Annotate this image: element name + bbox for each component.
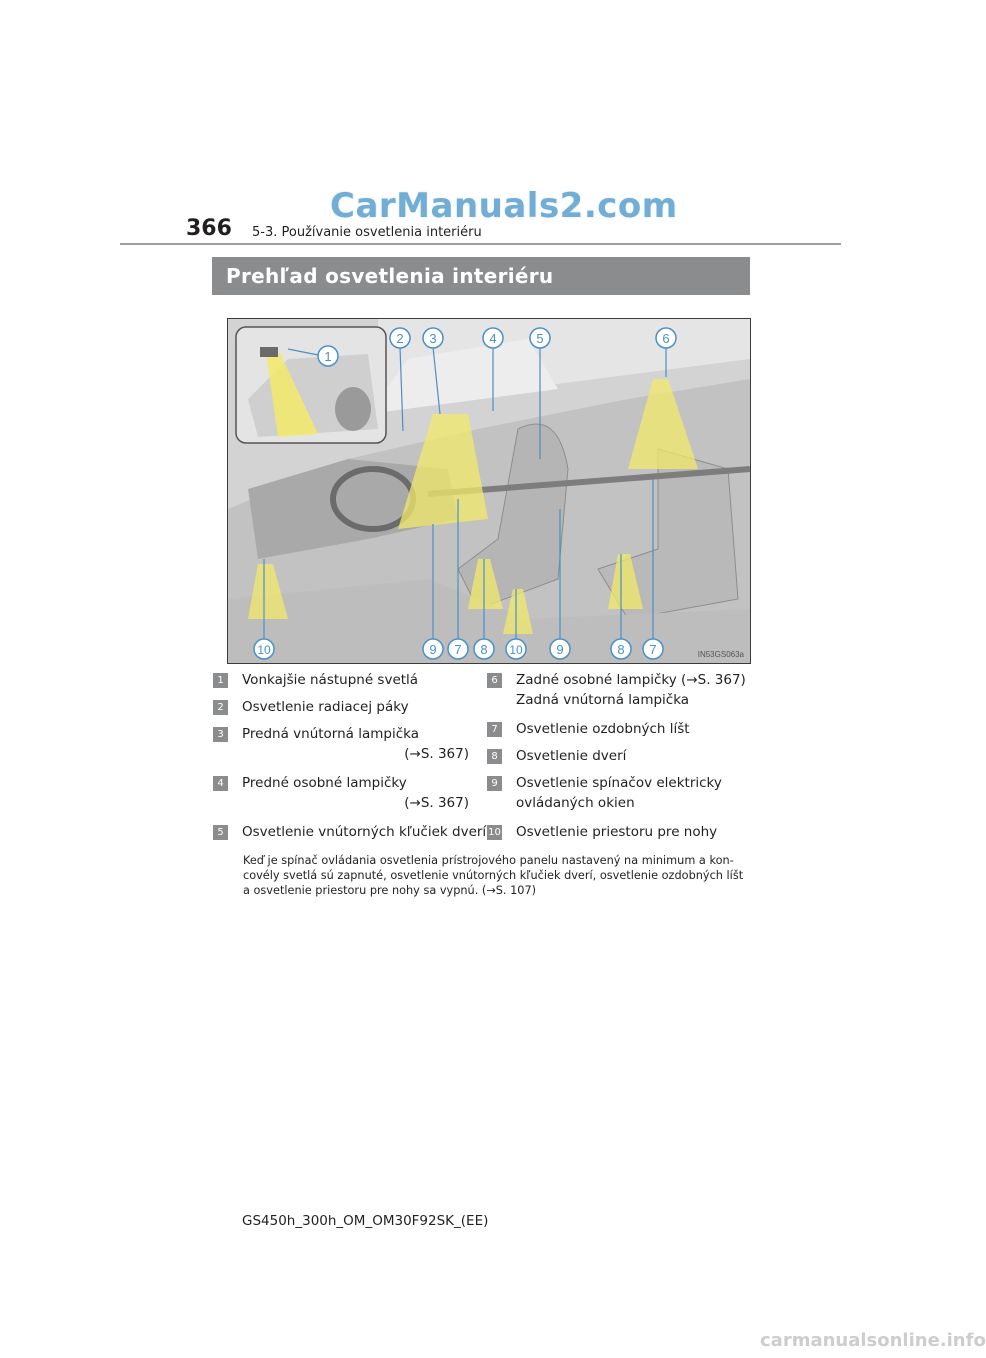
- legend-text-10: Osvetlenie priestoru pre nohy: [516, 824, 718, 840]
- legend-ref-3: (→S. 367): [404, 746, 469, 762]
- title-bar: [212, 257, 750, 295]
- legend-item-6: [487, 670, 753, 712]
- callout-b1: 10: [257, 643, 271, 657]
- note-text: Keď je spínač ovládania osvetlenia prístrojového panelu nastavený na minimum a kon-covély svetlá sú zapnuté, osvetlenie vnútorných kľučiek dverí, osvetlenie ozdobných líšt a osvetlenie priestoru pre nohy sa vypnú. (→S. 107): [243, 854, 744, 897]
- legend-text-7: Osvetlenie ozdobných líšt: [516, 721, 690, 737]
- legend-num-10: 10: [488, 827, 501, 838]
- legend-text-9: Osvetlenie spínačov elektricky: [516, 775, 722, 791]
- legend-num-5: 5: [213, 825, 228, 840]
- callout-5: 5: [536, 331, 544, 346]
- legend-text-8: Osvetlenie dverí: [516, 748, 627, 764]
- legend-text-1: Vonkajšie nástupné svetlá: [242, 672, 419, 688]
- callout-b4: 8: [480, 642, 488, 657]
- callout-1: 1: [324, 349, 332, 364]
- legend-item-7: [487, 719, 753, 740]
- legend-text-2: Osvetlenie radiacej páky: [242, 699, 409, 715]
- inset-wheel: [335, 387, 371, 431]
- legend-ref-4: (→S. 367): [404, 795, 469, 811]
- watermark-top: CarManuals2.com: [330, 186, 678, 226]
- legend-item-2: [213, 697, 469, 718]
- legend-text-6b: Zadná vnútorná lampička: [516, 692, 690, 708]
- legend-num-1: 1: [213, 673, 228, 688]
- legend-num-4: 4: [213, 776, 228, 791]
- callout-4: 4: [489, 331, 497, 346]
- section-title: 5-3. Používanie osvetlenia interiéru: [252, 225, 482, 240]
- legend-num-7: 7: [487, 722, 502, 737]
- callout-2: 2: [396, 331, 404, 346]
- legend-num-8: 8: [487, 749, 502, 764]
- watermark-bottom: carmanualsonline.info: [760, 1330, 986, 1351]
- callout-b5: 10: [509, 643, 523, 657]
- legend-text-4: Predné osobné lampičky: [242, 775, 407, 791]
- legend-text-3: Predná vnútorná lampička: [242, 726, 420, 742]
- interior-lights-illustration: [227, 318, 751, 664]
- callout-6: 6: [662, 331, 670, 346]
- legend-num-3: 3: [213, 727, 228, 742]
- callout-3: 3: [429, 331, 437, 346]
- legend-item-4: [213, 773, 469, 815]
- legend-num-2: 2: [213, 700, 228, 715]
- inset-mirror: [260, 347, 278, 357]
- page-number: 366: [186, 216, 232, 241]
- legend-item-8: [487, 746, 753, 767]
- legend-item-9: [487, 773, 753, 815]
- legend-item-5: [213, 822, 487, 843]
- legend-text-6: Zadné osobné lampičky (→S. 367): [516, 672, 746, 688]
- legend-item-3: [213, 724, 469, 766]
- legend-item-1: [213, 670, 469, 691]
- callout-b3: 7: [454, 642, 462, 657]
- legend-text-5: Osvetlenie vnútorných kľučiek dverí: [242, 824, 487, 840]
- callout-b8: 7: [649, 642, 657, 657]
- header-rule: [120, 243, 841, 245]
- callout-b7: 8: [617, 642, 625, 657]
- figure-code: IN53GS063a: [697, 650, 744, 659]
- legend-text-9b: ovládaných okien: [516, 795, 635, 811]
- legend-num-9: 9: [487, 776, 502, 791]
- legend: [213, 670, 753, 845]
- page-title: Prehľad osvetlenia interiéru: [226, 264, 554, 288]
- footer-code: GS450h_300h_OM_OM30F92SK_(EE): [242, 1213, 489, 1229]
- callout-b6: 9: [556, 642, 564, 657]
- callout-b2: 9: [429, 642, 437, 657]
- legend-num-6: 6: [487, 673, 502, 688]
- legend-item-10: [487, 822, 753, 843]
- interior-illustration-svg: [228, 319, 750, 663]
